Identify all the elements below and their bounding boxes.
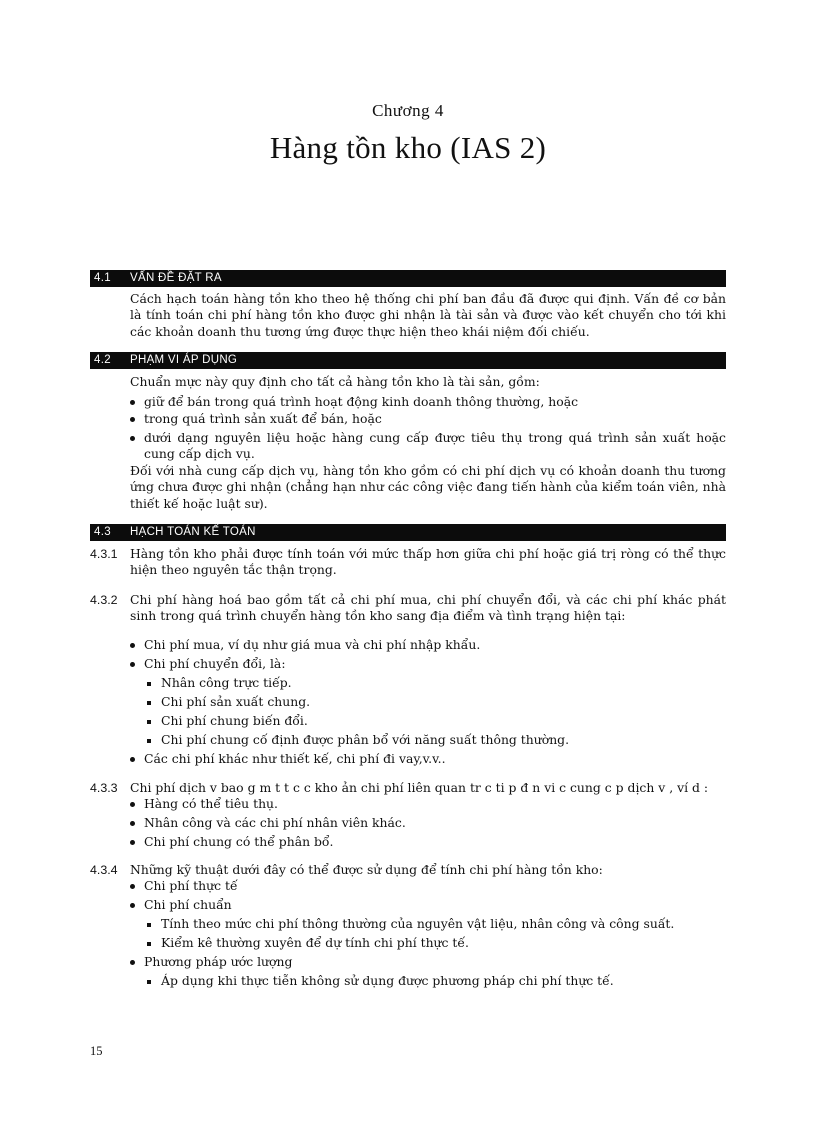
- chapter-title: Hàng tồn kho (IAS 2): [269, 130, 547, 165]
- bullet-icon: [130, 662, 135, 667]
- subsection-number: 4.3.2: [90, 593, 118, 607]
- bullet-icon: [130, 960, 135, 965]
- section-title: VẤN ĐỀ ĐẶT RA: [130, 272, 222, 284]
- bullet-icon: [130, 436, 135, 441]
- square-bullet-icon: [147, 682, 151, 686]
- section-4-2-closing: Đối với nhà cung cấp dịch vụ, hàng tồn kho gồm có chi phí dịch vụ có khoản doanh thu tương ứng chưa được ghi nhận (chẳng hạn như các công việc đang tiến hành của kiểm toán viên, nhà thiết kế hoặc luật sư).: [130, 463, 726, 511]
- section-title: PHẠM VI ÁP DỤNG: [130, 354, 238, 366]
- bullet-icon: [130, 400, 135, 405]
- square-bullet-icon: [147, 923, 151, 927]
- section-4-2-intro: Chuẩn mực này quy định cho tất cả hàng tồn kho là tài sản, gồm:: [130, 374, 540, 389]
- bullet-icon: [130, 840, 135, 845]
- section-header-4-2: [90, 352, 726, 369]
- bullet-icon: [130, 643, 135, 648]
- section-title: HẠCH TOÁN KẾ TOÁN: [130, 526, 256, 538]
- page-number: 15: [90, 1044, 103, 1058]
- square-bullet-icon: [147, 720, 151, 724]
- section-header-4-1: [90, 270, 726, 287]
- section-4-1-paragraph: Cách hạch toán hàng tồn kho theo hệ thống chi phí ban đầu đã được qui định. Vấn đề cơ bản là tính toán chi phí hàng tồn kho được ghi nhận là tài sản và được vào kết chuyển cho tới khi các khoản doanh thu tương ứng được thực hiện theo khái niệm đối chiếu.: [130, 291, 726, 339]
- square-bullet-icon: [147, 701, 151, 705]
- square-bullet-icon: [147, 980, 151, 984]
- subsection-text: Chi phí hàng hoá bao gồm tất cả chi phí mua, chi phí chuyển đổi, và các chi phí khác phát sinh trong quá trình chuyển hàng tồn kho sang địa điểm và tình trạng hiện tại:: [130, 592, 726, 624]
- subsection-number: 4.3.3: [90, 781, 118, 795]
- subsection-number: 4.3.4: [90, 863, 118, 877]
- subsection-text: Hàng tồn kho phải được tính toán với mức thấp hơn giữa chi phí hoặc giá trị ròng có thể thực hiện theo nguyên tắc thận trọng.: [130, 546, 726, 578]
- square-bullet-icon: [147, 739, 151, 743]
- bullet-icon: [130, 757, 135, 762]
- section-number: 4.2: [94, 354, 111, 366]
- section-number: 4.1: [94, 272, 111, 284]
- bullet-icon: [130, 884, 135, 889]
- subsection-number: 4.3.1: [90, 547, 118, 561]
- bullet-icon: [130, 821, 135, 826]
- bullet-icon: [130, 417, 135, 422]
- bullet-icon: [130, 802, 135, 807]
- bullet-icon: [130, 903, 135, 908]
- square-bullet-icon: [147, 942, 151, 946]
- chapter-label: Chương 4: [372, 101, 444, 120]
- section-number: 4.3: [94, 526, 111, 538]
- section-header-4-3: [90, 524, 726, 541]
- subsection-text: Chi phí dịch v bao g m t t c c kho ản chi phí liên quan tr c ti p đ n vi c cung c p dịch v , ví d :: [130, 780, 709, 795]
- subsection-text: Những kỹ thuật dưới đây có thể được sử dụng để tính chi phí hàng tồn kho:: [130, 862, 603, 877]
